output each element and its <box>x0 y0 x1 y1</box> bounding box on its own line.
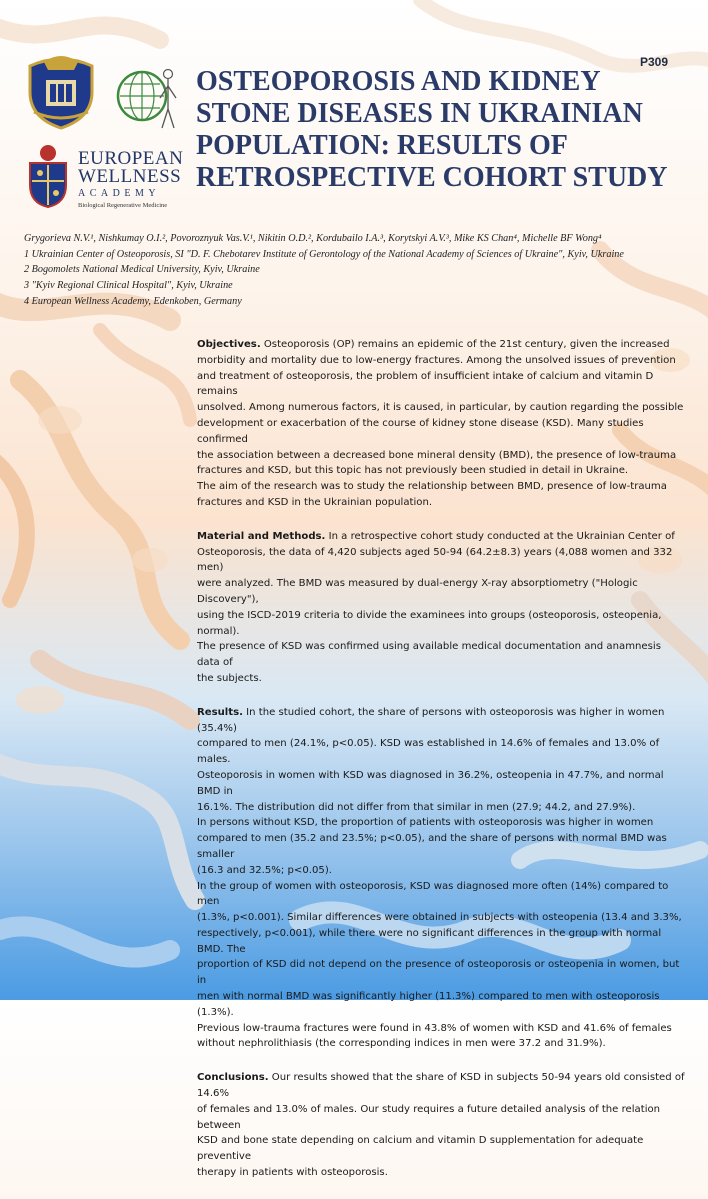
ewa-line-wellness: WELLNESS <box>78 166 182 187</box>
section-text: men with normal BMD was significantly higher (11.3%) compared to men with osteoporosis (1.3%). <box>197 991 660 1018</box>
ewa-tagline: Biological Regenerative Medicine <box>78 202 168 209</box>
poster-title <box>196 66 696 194</box>
section-heading: Conclusions. <box>197 1072 269 1084</box>
section-text: morbidity and mortality due to low-energy fractures. Among the unsolved issues of prevention <box>197 354 676 366</box>
title-line: OSTEOPOROSIS AND KIDNEY <box>196 66 601 97</box>
section-text: Our results showed that the share of KSD in subjects 50-94 years old consisted of 14.6% <box>197 1072 685 1100</box>
authors-block <box>24 231 694 310</box>
ewa-line-academy: ACADEMY <box>78 188 161 199</box>
section-text: (1.3%, p<0.001). Similar differences were obtained in subjects with osteopenia (13.4 and 3.3%, <box>197 912 682 924</box>
ewa-crest-logo <box>24 143 72 209</box>
author-list: Grygorieva N.V.¹, Nishkumay O.I.², Povoroznyuk Vas.V.¹, Nikitin O.D.², Kordubailo I.A.³, Korytskyi A.V.³, Mike KS Chan⁴, Michelle BF Wong⁴ <box>24 233 602 244</box>
section-text: unsolved. Among numerous factors, it is caused, in particular, by caution regarding the possible <box>197 402 684 414</box>
section-text: development or exacerbation of the course of kidney stone disease (KSD). Many studies confirmed <box>197 417 644 445</box>
section-text: The presence of KSD was confirmed using available medical documentation and anamnesis data of <box>197 641 661 669</box>
section-text: In a retrospective cohort study conducted at the Ukrainian Center of <box>325 530 675 542</box>
section-text: In the group of women with osteoporosis, KSD was diagnosed more often (14%) compared to men <box>197 880 669 908</box>
section-results <box>197 705 685 1053</box>
section-text: Osteoporosis in women with KSD was diagnosed in 36.2%, osteopenia in 47.7%, and normal BMD in <box>197 769 664 797</box>
ewa-line-european: EUROPEAN <box>78 148 184 169</box>
section-text: and treatment of osteoporosis, the problem of insufficient intake of calcium and vitamin D remains <box>197 370 654 398</box>
section-text: compared to men (35.2 and 23.5%; p<0.05), and the share of persons with normal BMD was smaller <box>197 833 667 860</box>
section-text: without nephrolithiasis (the corresponding indices in men were 37.2 and 31.9%). <box>197 1038 606 1050</box>
section-text: compared to men (24.1%, p<0.05). KSD was established in 14.6% of females and 13.0% of males. <box>197 738 660 766</box>
ewa-wordmark <box>78 150 183 209</box>
section-text: the association between a decreased bone mineral density (BMD), the presence of low-trauma <box>197 449 677 461</box>
abstract-body <box>197 337 685 1199</box>
affiliation: 2 Bogomolets National Medical University, Kyiv, Ukraine <box>24 264 260 276</box>
section-text: using the ISCD-2019 criteria to divide the examinees into groups (osteoporosis, osteopenia, normal). <box>197 609 662 637</box>
section-text: The aim of the research was to study the relationship between BMD, presence of low-trauma <box>197 481 667 493</box>
section-text: the subjects. <box>197 672 262 684</box>
title-line: RETROSPECTIVE COHORT STUDY <box>196 162 668 193</box>
section-conclusions <box>197 1070 685 1181</box>
section-text: fractures and KSD, but this topic has not previously been studied in detail in Ukraine. <box>197 465 629 477</box>
poster-id: P309 <box>640 55 669 69</box>
section-text: were analyzed. The BMD was measured by dual-energy X-ray absorptiometry ("Hologic Discovery"), <box>197 578 638 605</box>
section-text: Previous low-trauma fractures were found in 43.8% of women with KSD and 41.6% of females <box>197 1022 672 1034</box>
section-text: (16.3 and 32.5%; p<0.05). <box>197 864 332 876</box>
section-text: Osteoporosis, the data of 4,420 subjects aged 50-94 (64.2±8.3) years (4,088 women and 332 men) <box>197 546 673 574</box>
affiliation: 3 "Kyiv Regional Clinical Hospital", Kyiv, Ukraine <box>24 280 233 292</box>
title-line: POPULATION: RESULTS OF <box>196 130 568 161</box>
section-text: Osteoporosis (OP) remains an epidemic of the 21st century, given the increased <box>260 339 670 350</box>
section-heading: Objectives. <box>197 339 261 350</box>
section-text: therapy in patients with osteoporosis. <box>197 1167 388 1179</box>
section-methods <box>197 529 685 687</box>
section-text: proportion of KSD did not depend on the presence of osteoporosis or osteopenia in women, but in <box>197 959 680 987</box>
university-crest-logo <box>24 50 98 130</box>
section-text: In persons without KSD, the proportion of patients with osteoporosis was higher in women <box>197 817 654 829</box>
section-text: respectively, p<0.001), while there were no significant differences in the group with normal BMD. The <box>197 927 662 955</box>
section-text: In the studied cohort, the share of persons with osteoporosis was higher in women (35.4%) <box>197 706 665 734</box>
affiliation: 4 European Wellness Academy, Edenkoben, Germany <box>24 295 242 307</box>
section-heading: Material and Methods. <box>197 530 326 542</box>
title-line: STONE DISEASES IN UKRAINIAN <box>196 98 643 129</box>
section-text: of females and 13.0% of males. Our study requires a future detailed analysis of the relation between <box>197 1103 661 1131</box>
section-text: fractures and KSD in the Ukrainian population. <box>197 496 433 508</box>
section-heading: Results. <box>197 706 243 718</box>
section-text: 16.1%. The distribution did not differ from that similar in men (27.9; 44.2, and 27.9%). <box>197 801 636 813</box>
section-text: KSD and bone state depending on calcium and vitamin D supplementation for adequate preventive <box>197 1135 644 1163</box>
affiliation: 1 Ukrainian Center of Osteoporosis, SI "D. F. Chebotarev Institute of Gerontology of the National Academy of Sciences of Ukraine", Kyiv, Ukraine <box>24 248 624 260</box>
osteoporosis-association-logo <box>108 54 188 138</box>
section-objectives <box>197 337 685 511</box>
